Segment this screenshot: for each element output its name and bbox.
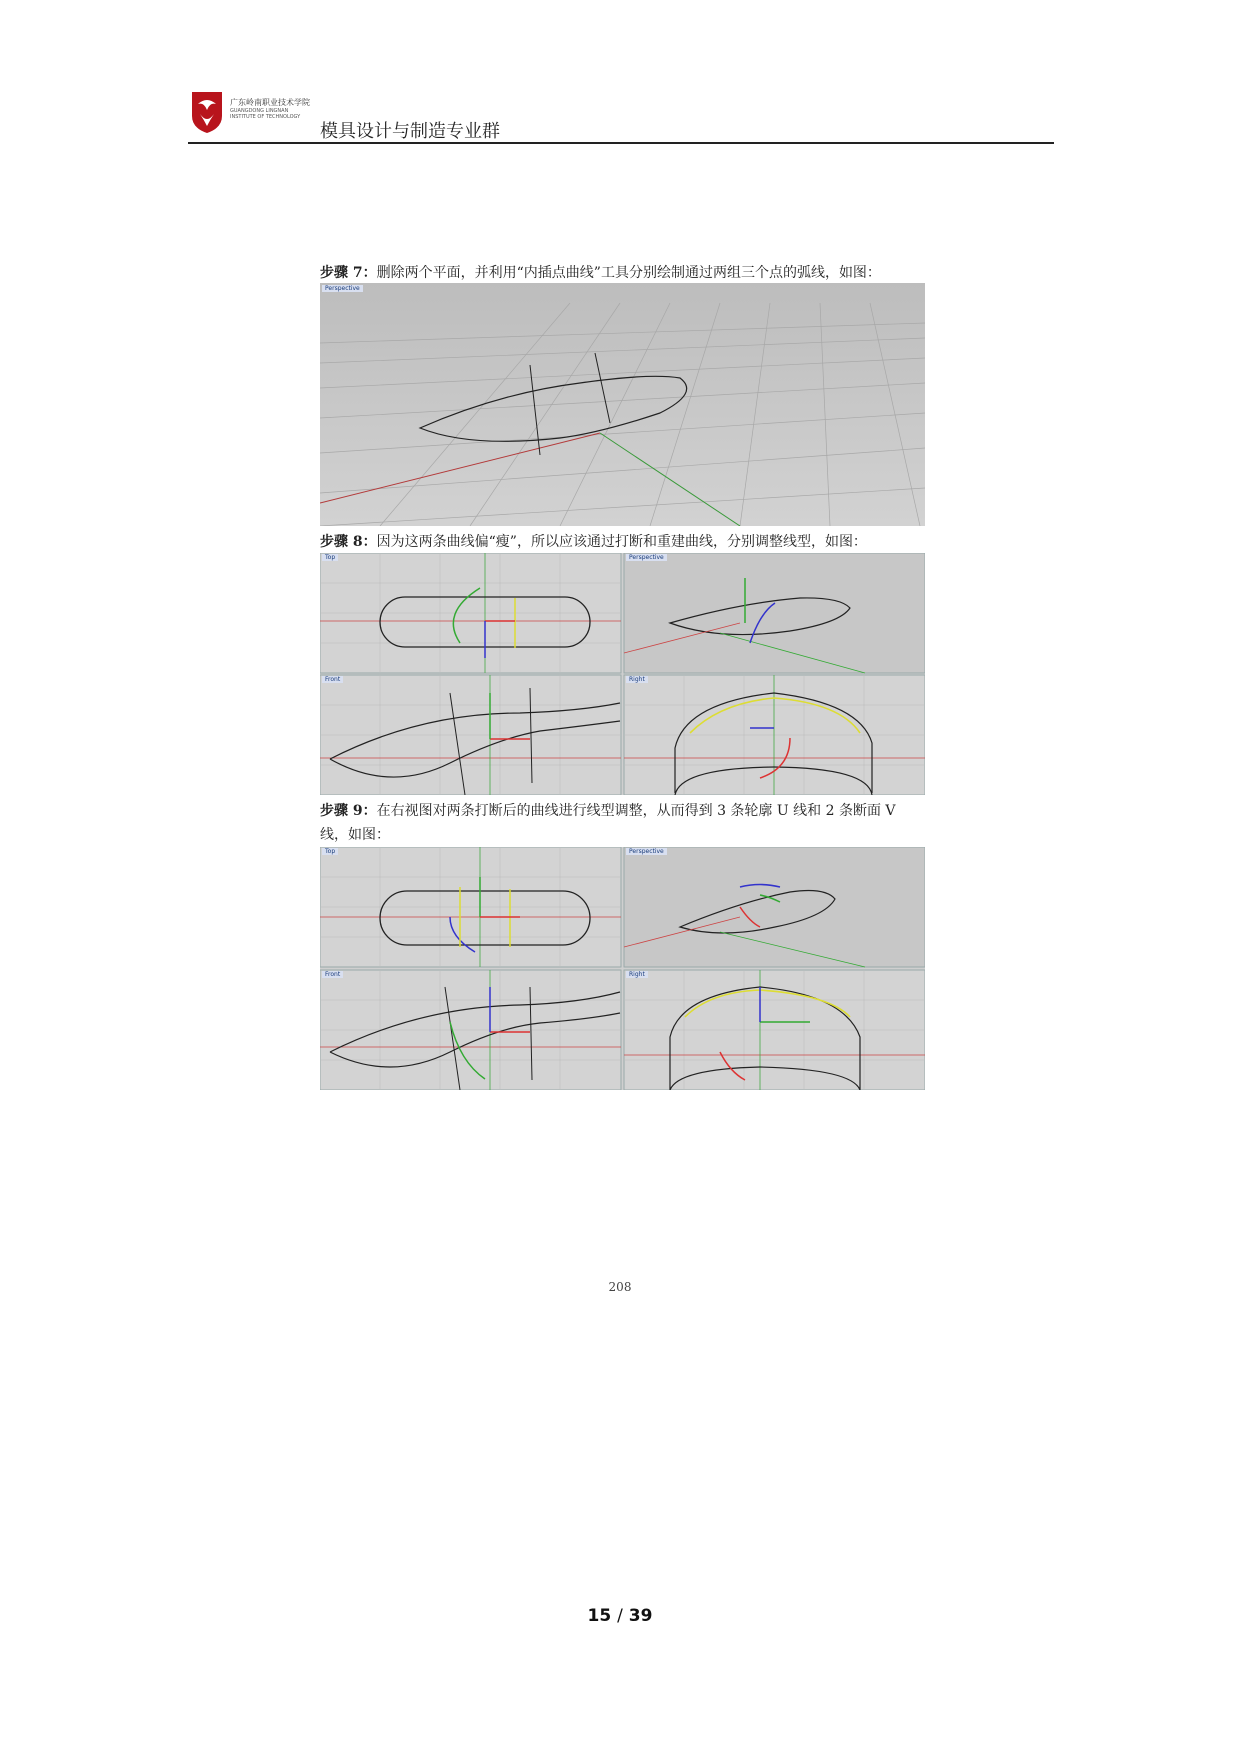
page-counter	[0, 1606, 1240, 1626]
group-title: 模具设计与制造专业群	[320, 121, 500, 142]
four-view-grid-9	[320, 847, 925, 1090]
header-rule	[188, 142, 1054, 144]
school-name-en: GUANGDONG LINGNAN INSTITUTE OF TECHNOLOGY	[230, 108, 301, 120]
step-7-text: 删除两个平面，并利用“内插点曲线”工具分别绘制通过两组三个点的弧线，如图：	[376, 265, 881, 281]
viewport-label-perspective: Perspective	[626, 554, 667, 561]
viewport-label-front: Front	[322, 676, 343, 683]
viewport-label-top: Top	[322, 554, 338, 561]
viewport-label-top: Top	[322, 848, 338, 855]
figure-step-7	[320, 283, 925, 526]
school-name-cn: 广东岭南职业技术学院	[230, 98, 310, 107]
step-9-continued: 线，如图：	[320, 827, 390, 843]
figure-step-9	[320, 847, 925, 1090]
viewport-label-front: Front	[322, 971, 343, 978]
step-9-text: 在右视图对两条打断后的曲线进行线型调整，从而得到 3 条轮廓 U 线和 2 条断面 V	[376, 803, 896, 819]
total-pages: 39	[628, 1606, 653, 1626]
viewport-label-right: Right	[626, 971, 648, 978]
page-separator: /	[617, 1606, 623, 1626]
four-view-grid-8	[320, 553, 925, 795]
step-7	[320, 262, 881, 282]
viewport-label-perspective: Perspective	[626, 848, 667, 855]
step-8-label: 步骤 8：	[320, 534, 377, 550]
figure-step-8	[320, 553, 925, 795]
step-8	[320, 531, 867, 551]
step-9-label: 步骤 9：	[320, 803, 377, 819]
current-page: 15	[587, 1606, 612, 1626]
viewport-label-perspective: Perspective	[322, 285, 363, 292]
step-7-label: 步骤 7：	[320, 265, 377, 281]
inner-page-number: 208	[608, 1280, 632, 1294]
perspective-view	[320, 283, 925, 526]
step-8-text: 因为这两条曲线偏“瘦”，所以应该通过打断和重建曲线，分别调整线型，如图：	[376, 534, 867, 550]
viewport-label-right: Right	[626, 676, 648, 683]
step-9	[320, 800, 896, 820]
school-logo	[190, 90, 224, 134]
